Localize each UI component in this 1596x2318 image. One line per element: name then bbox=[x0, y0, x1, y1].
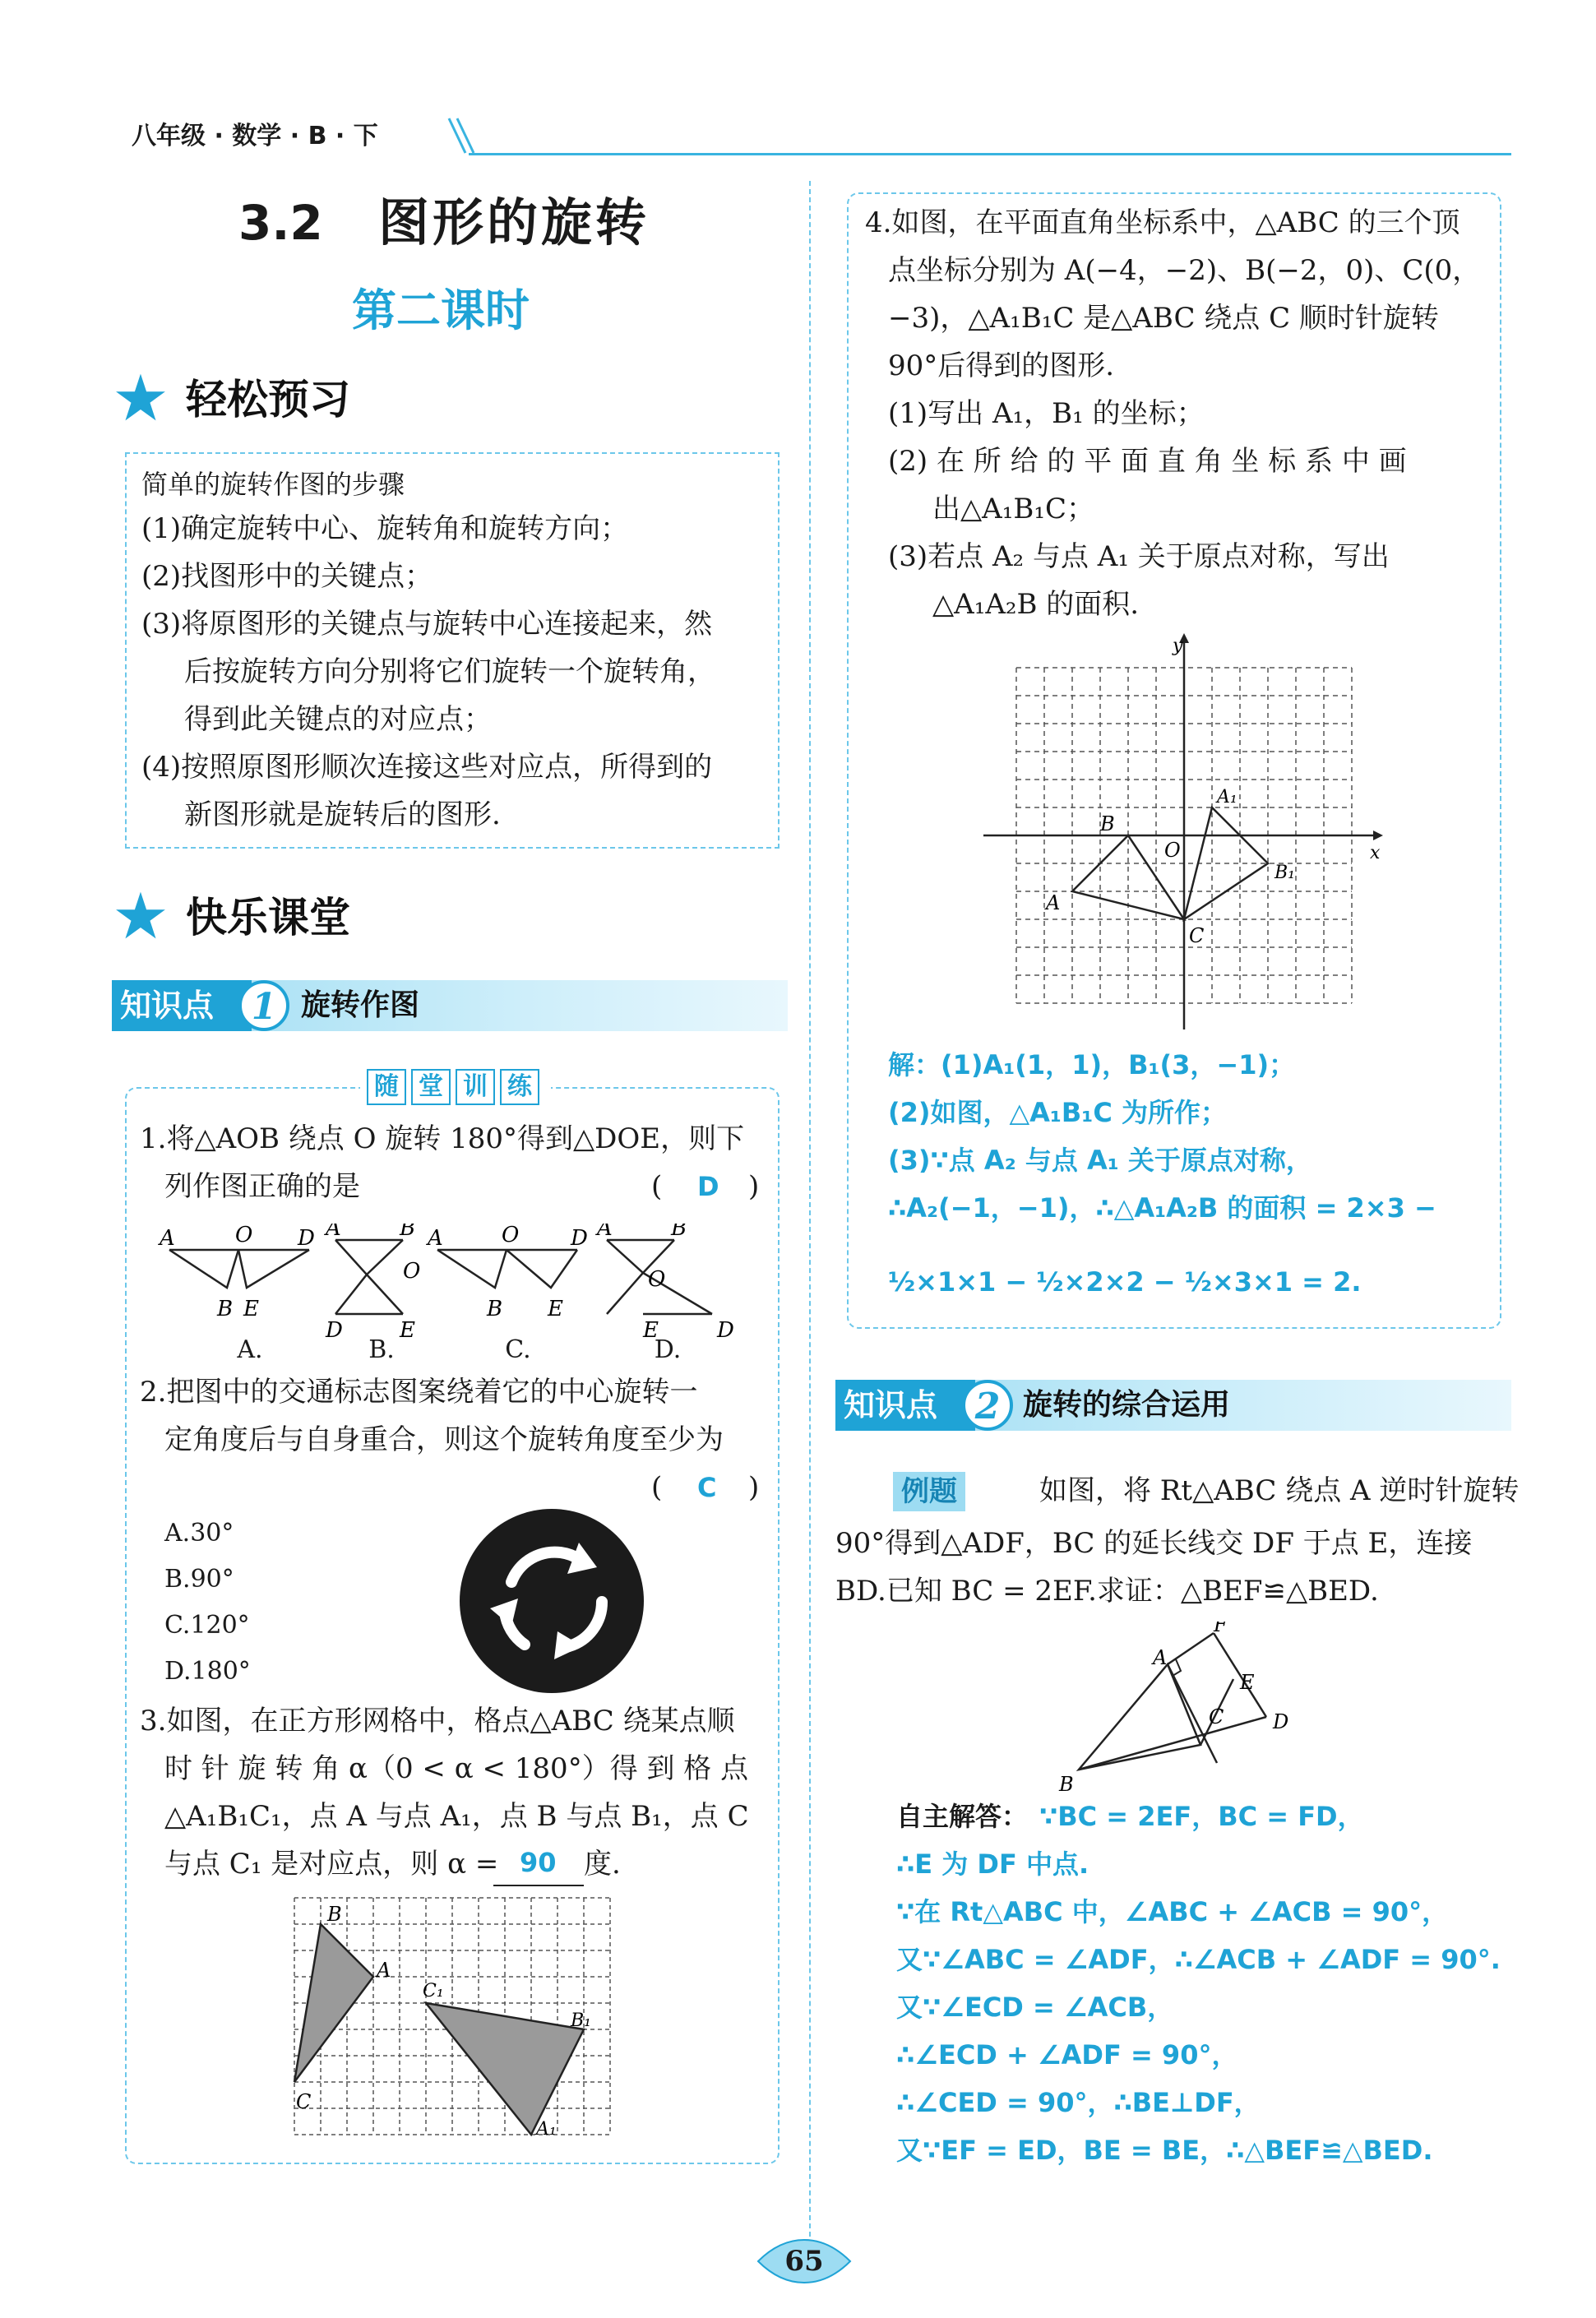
q4-text: △A₁A₂B 的面积. bbox=[932, 588, 1140, 621]
kp1-title: 旋转作图 bbox=[301, 988, 420, 1022]
svg-text:A: A bbox=[377, 1959, 391, 1982]
q3-text: 与点 C₁ 是对应点，则 α = bbox=[164, 1848, 499, 1881]
svg-text:D: D bbox=[717, 1318, 734, 1339]
preview-step: (2)找图形中的关键点； bbox=[141, 560, 433, 593]
svg-text:O: O bbox=[235, 1224, 253, 1247]
q2-paren-left: ( bbox=[651, 1471, 663, 1504]
q1-text: 1.将△AOB 绕点 O 旋转 180°得到△DOE，则下 bbox=[140, 1122, 745, 1155]
example-proof: 又∵EF = ED，BE = BE，∴△BEF≌△BED. bbox=[896, 2135, 1433, 2166]
svg-text:O: O bbox=[648, 1267, 666, 1292]
q1-paren-right: ) bbox=[748, 1170, 760, 1203]
svg-text:E: E bbox=[1240, 1671, 1255, 1694]
q2-paren-right: ) bbox=[748, 1471, 760, 1504]
svg-text:A: A bbox=[428, 1226, 443, 1251]
example-proof: 又∵∠ECD = ∠ACB， bbox=[896, 1992, 1174, 2023]
practice-char: 堂 bbox=[411, 1069, 451, 1105]
svg-text:C₁: C₁ bbox=[423, 1981, 444, 2001]
svg-text:C: C bbox=[1209, 1705, 1224, 1728]
option-b-figure bbox=[335, 1240, 403, 1314]
svg-text:B₁: B₁ bbox=[571, 2010, 591, 2031]
practice-char: 训 bbox=[456, 1069, 495, 1105]
q4-text: (2) 在 所 给 的 平 面 直 角 坐 标 系 中 画 bbox=[888, 445, 1407, 478]
preview-step: (1)确定旋转中心、旋转角和旋转方向； bbox=[141, 512, 629, 545]
svg-text:B: B bbox=[487, 1297, 503, 1321]
svg-text:B₁: B₁ bbox=[1274, 863, 1295, 883]
kp2-title: 旋转的综合运用 bbox=[1023, 1388, 1231, 1422]
kp2-number: 2 bbox=[962, 1380, 1013, 1431]
q3-text: △A₁B₁C₁，点 A 与点 A₁，点 B 与点 B₁，点 C bbox=[164, 1800, 749, 1833]
star-icon: ★ bbox=[112, 880, 169, 954]
traffic-sign-icon bbox=[457, 1506, 646, 1699]
star-icon: ★ bbox=[112, 362, 169, 436]
example-proof: ∵BC = 2EF，BC = FD， bbox=[1039, 1801, 1364, 1832]
example-figure bbox=[1052, 1622, 1299, 1797]
section-number: 3.2 bbox=[238, 195, 323, 251]
lesson-subtitle: 第二课时 bbox=[352, 284, 530, 336]
option-label: B. bbox=[368, 1335, 395, 1364]
q4-solution: 解：(1)A₁(1，1)，B₁(3，−1)； bbox=[888, 1049, 1296, 1080]
svg-text:B: B bbox=[1059, 1773, 1074, 1794]
svg-text:O: O bbox=[1164, 839, 1181, 862]
preview-step: 后按旋转方向分别将它们旋转一个旋转角， bbox=[184, 655, 715, 688]
practice-char: 练 bbox=[500, 1069, 539, 1105]
kp2-tag: 知识点 bbox=[835, 1380, 975, 1431]
q4-text: (3)若点 A₂ 与点 A₁ 关于原点对称，写出 bbox=[888, 540, 1390, 573]
q4-solution: ∴A₂(−1，−1)，∴△A₁A₂B 的面积 = 2×3 − bbox=[888, 1192, 1436, 1224]
svg-text:O: O bbox=[403, 1259, 421, 1284]
q1-answer: D bbox=[697, 1171, 719, 1202]
q2-choice: A.30° bbox=[164, 1519, 234, 1548]
preview-box-title: 简单的旋转作图的步骤 bbox=[141, 469, 405, 500]
example-proof: 又∵∠ABC = ∠ADF，∴∠ACB + ∠ADF = 90°. bbox=[896, 1944, 1501, 1975]
q1-figures-svg bbox=[156, 1224, 765, 1339]
svg-text:D: D bbox=[298, 1226, 315, 1251]
q4-text: (1)写出 A₁，B₁ 的坐标； bbox=[888, 397, 1205, 430]
svg-text:A: A bbox=[1153, 1646, 1168, 1669]
svg-text:C: C bbox=[1189, 924, 1205, 947]
q3-text: 度. bbox=[584, 1848, 621, 1881]
preview-heading: 轻松预习 bbox=[186, 376, 350, 423]
svg-text:A: A bbox=[160, 1226, 175, 1251]
svg-text:B: B bbox=[217, 1297, 234, 1321]
header-rule bbox=[469, 153, 1511, 155]
page-number: 65 bbox=[784, 2245, 824, 2278]
example-text: 如图，将 Rt△ABC 绕点 A 逆时针旋转 bbox=[1039, 1474, 1520, 1507]
preview-step: (4)按照原图形顺次连接这些对应点，所得到的 bbox=[141, 751, 713, 784]
example-proof: ∴∠CED = 90°，∴BE⊥DF， bbox=[896, 2087, 1261, 2118]
practice-char: 随 bbox=[367, 1069, 406, 1105]
q1-text: 列作图正确的是 bbox=[164, 1170, 360, 1203]
q4-text: −3)，△A₁B₁C 是△ABC 绕点 C 顺时针旋转 bbox=[888, 302, 1439, 335]
svg-text:E: E bbox=[243, 1297, 259, 1321]
q4-text: 点坐标分别为 A(−4，−2)、B(−2，0)、C(0， bbox=[888, 254, 1481, 287]
q4-text: 出△A₁B₁C； bbox=[932, 493, 1094, 525]
svg-text:O: O bbox=[502, 1224, 520, 1247]
svg-text:B: B bbox=[671, 1224, 687, 1241]
q2-choice: D.180° bbox=[164, 1657, 251, 1686]
svg-text:F: F bbox=[1214, 1622, 1228, 1636]
example-proof: ∴∠ECD + ∠ADF = 90°， bbox=[896, 2039, 1238, 2070]
option-label: D. bbox=[654, 1335, 682, 1364]
svg-text:A: A bbox=[1046, 891, 1061, 914]
preview-step: 新图形就是旋转后的图形. bbox=[184, 798, 501, 831]
q2-choice: C.120° bbox=[164, 1611, 250, 1640]
example-tag: 例题 bbox=[893, 1472, 965, 1511]
q4-coordinate-figure bbox=[978, 633, 1390, 1039]
q4-solution: (2)如图，△A₁B₁C 为所作； bbox=[888, 1097, 1227, 1128]
example-proof: ∵在 Rt△ABC 中，∠ABC + ∠ACB = 90°， bbox=[896, 1896, 1449, 1927]
q4-solution: (3)∵点 A₂ 与点 A₁ 关于原点对称， bbox=[888, 1145, 1312, 1176]
svg-text:A: A bbox=[326, 1224, 341, 1241]
svg-text:D: D bbox=[1273, 1710, 1289, 1733]
option-c-figure bbox=[437, 1250, 577, 1288]
example-proof: ∴E 为 DF 中点. bbox=[896, 1848, 1089, 1880]
option-a-figure bbox=[169, 1250, 309, 1288]
example-text: 90°得到△ADF，BC 的延长线交 DF 于点 E，连接 bbox=[835, 1527, 1473, 1560]
q1-option-figures bbox=[156, 1224, 765, 1342]
triangle-abc bbox=[1079, 1664, 1200, 1770]
preview-step: 得到此关键点的对应点； bbox=[184, 703, 492, 736]
option-label: A. bbox=[237, 1335, 263, 1364]
q3-grid-figure bbox=[280, 1893, 625, 2143]
option-label: C. bbox=[505, 1335, 531, 1364]
svg-text:x: x bbox=[1370, 843, 1381, 863]
q2-answer: C bbox=[697, 1472, 717, 1503]
classroom-heading: 快乐课堂 bbox=[186, 894, 350, 942]
svg-text:E: E bbox=[400, 1318, 415, 1339]
svg-text:B: B bbox=[327, 1903, 342, 1926]
header-slash-icon bbox=[444, 115, 477, 156]
svg-text:D: D bbox=[326, 1318, 343, 1339]
q2-text: 2.把图中的交通标志图案绕着它的中心旋转一 bbox=[140, 1376, 698, 1409]
q4-solution: ½×1×1 − ½×2×2 − ½×3×1 = 2. bbox=[888, 1266, 1362, 1298]
column-divider bbox=[809, 181, 811, 2245]
svg-text:C: C bbox=[296, 2090, 312, 2113]
svg-text:y: y bbox=[1173, 636, 1183, 656]
kp1-tag: 知识点 bbox=[112, 980, 252, 1031]
example-text: BD.已知 BC = 2EF.求证：△BEF≌△BED. bbox=[835, 1575, 1379, 1608]
page-title: 图形的旋转 bbox=[378, 192, 650, 252]
svg-text:E: E bbox=[643, 1318, 659, 1339]
q3-text: 3.如图，在正方形网格中，格点△ABC 绕某点顺 bbox=[140, 1705, 735, 1737]
running-header: 八年级 · 数学 · B · 下 bbox=[132, 122, 378, 150]
svg-text:A: A bbox=[597, 1224, 613, 1241]
q4-text: 4.如图，在平面直角坐标系中，△ABC 的三个顶 bbox=[865, 206, 1460, 239]
kp1-number: 1 bbox=[238, 980, 289, 1031]
svg-text:A₁: A₁ bbox=[536, 2119, 557, 2140]
q3-answer: 90 bbox=[520, 1847, 557, 1878]
q3-text: 时 针 旋 转 角 α（0 < α < 180°）得 到 格 点 bbox=[164, 1752, 749, 1785]
svg-text:E: E bbox=[548, 1297, 563, 1321]
preview-step: (3)将原图形的关键点与旋转中心连接起来，然 bbox=[141, 608, 713, 641]
self-answer-label: 自主解答： bbox=[896, 1801, 1029, 1832]
svg-text:B: B bbox=[400, 1224, 416, 1241]
svg-text:B: B bbox=[1100, 812, 1115, 835]
practice-label bbox=[360, 1069, 551, 1105]
q4-text: 90°后得到的图形. bbox=[888, 349, 1115, 382]
q2-text: 定角度后与自身重合，则这个旋转角度至少为 bbox=[164, 1423, 724, 1456]
svg-text:A₁: A₁ bbox=[1217, 787, 1237, 807]
q2-choice: B.90° bbox=[164, 1565, 234, 1594]
svg-text:D: D bbox=[571, 1226, 588, 1251]
q1-paren-left: ( bbox=[651, 1170, 663, 1203]
